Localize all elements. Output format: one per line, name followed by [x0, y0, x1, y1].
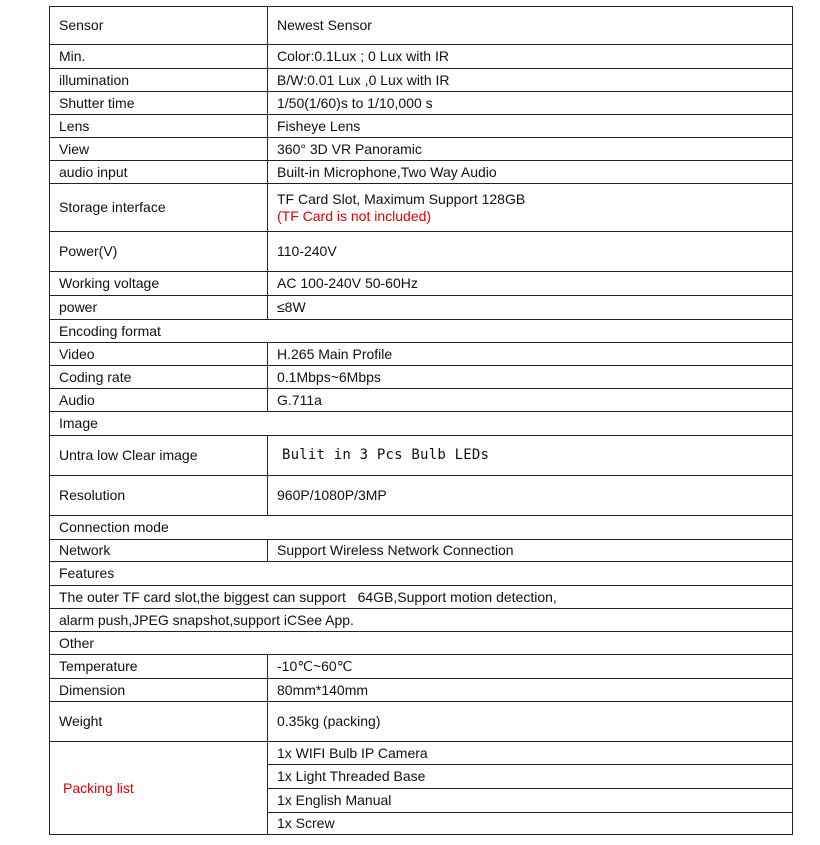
row-working-voltage	[50, 272, 793, 296]
section-image: Image	[50, 412, 793, 436]
row-image-header	[50, 412, 793, 436]
value-lens: Fisheye Lens	[268, 115, 793, 138]
features-text-line2: alarm push,JPEG snapshot,support iCSee App.	[50, 609, 793, 632]
value-working-voltage: AC 100-240V 50-60Hz	[268, 272, 793, 296]
value-weight: 0.35kg (packing)	[268, 702, 793, 742]
label-dimension: Dimension	[50, 679, 268, 702]
row-features-line2	[50, 609, 793, 632]
label-packing-list: Packing list	[50, 742, 268, 835]
label-power-v: Power(V)	[50, 232, 268, 272]
label-sensor: Sensor	[50, 7, 268, 45]
value-coding-rate: 0.1Mbps~6Mbps	[268, 366, 793, 389]
label-working-voltage: Working voltage	[50, 272, 268, 296]
section-encoding-format: Encoding format	[50, 320, 793, 343]
label-audio-input: audio input	[50, 161, 268, 184]
row-lens	[50, 115, 793, 138]
packing-item: 1x Light Threaded Base	[268, 765, 793, 789]
packing-item: 1x English Manual	[268, 789, 793, 813]
label-coding-rate: Coding rate	[50, 366, 268, 389]
row-shutter	[50, 92, 793, 115]
label-view: View	[50, 138, 268, 161]
row-storage	[50, 184, 793, 232]
label-video: Video	[50, 343, 268, 366]
value-sensor: Newest Sensor	[268, 7, 793, 45]
row-sensor	[50, 7, 793, 45]
row-coding-rate	[50, 366, 793, 389]
row-power	[50, 296, 793, 320]
value-power-v: 110-240V	[268, 232, 793, 272]
spec-table	[49, 6, 793, 835]
value-temperature: -10℃~60℃	[268, 655, 793, 679]
row-view	[50, 138, 793, 161]
row-weight	[50, 702, 793, 742]
value-audio-input: Built-in Microphone,Two Way Audio	[268, 161, 793, 184]
label-temperature: Temperature	[50, 655, 268, 679]
label-power: power	[50, 296, 268, 320]
value-illumination: B/W:0.01 Lux ,0 Lux with IR	[268, 69, 793, 92]
packing-item: 1x WIFI Bulb IP Camera	[268, 742, 793, 765]
label-illumination: illumination	[50, 69, 268, 92]
row-network	[50, 540, 793, 562]
label-lens: Lens	[50, 115, 268, 138]
storage-value-text: TF Card Slot, Maximum Support 128GB	[277, 190, 526, 207]
row-resolution	[50, 476, 793, 516]
row-video	[50, 343, 793, 366]
label-shutter: Shutter time	[50, 92, 268, 115]
row-other-header	[50, 632, 793, 655]
label-network: Network	[50, 540, 268, 562]
value-min: Color:0.1Lux ; 0 Lux with IR	[268, 45, 793, 69]
value-video: H.265 Main Profile	[268, 343, 793, 366]
value-ultra-low: Bulit in 3 Pcs Bulb LEDs	[268, 436, 793, 476]
row-min	[50, 45, 793, 69]
label-min: Min.	[50, 45, 268, 69]
label-audio: Audio	[50, 389, 268, 412]
storage-note-text: (TF Card is not included)	[277, 207, 432, 224]
value-storage	[268, 184, 793, 232]
value-audio: G.711a	[268, 389, 793, 412]
label-storage: Storage interface	[50, 184, 268, 232]
value-view: 360° 3D VR Panoramic	[268, 138, 793, 161]
value-power: ≤8W	[268, 296, 793, 320]
value-resolution: 960P/1080P/3MP	[268, 476, 793, 516]
row-features-header	[50, 562, 793, 586]
row-audio	[50, 389, 793, 412]
packing-item: 1x Screw	[268, 813, 793, 835]
row-connection-header	[50, 516, 793, 540]
row-temperature	[50, 655, 793, 679]
section-other: Other	[50, 632, 793, 655]
row-features-line1	[50, 586, 793, 609]
row-power-v	[50, 232, 793, 272]
row-audio-input	[50, 161, 793, 184]
features-text-line1: The outer TF card slot,the biggest can support 64GB,Support motion detection,	[50, 586, 793, 609]
value-network: Support Wireless Network Connection	[268, 540, 793, 562]
row-dimension	[50, 679, 793, 702]
value-dimension: 80mm*140mm	[268, 679, 793, 702]
section-features: Features	[50, 562, 793, 586]
row-ultra-low	[50, 436, 793, 476]
label-weight: Weight	[50, 702, 268, 742]
label-resolution: Resolution	[50, 476, 268, 516]
label-ultra-low: Untra low Clear image	[50, 436, 268, 476]
section-connection-mode: Connection mode	[50, 516, 793, 540]
value-shutter: 1/50(1/60)s to 1/10,000 s	[268, 92, 793, 115]
row-illumination	[50, 69, 793, 92]
row-encoding-header	[50, 320, 793, 343]
row-packing-1	[50, 742, 793, 765]
